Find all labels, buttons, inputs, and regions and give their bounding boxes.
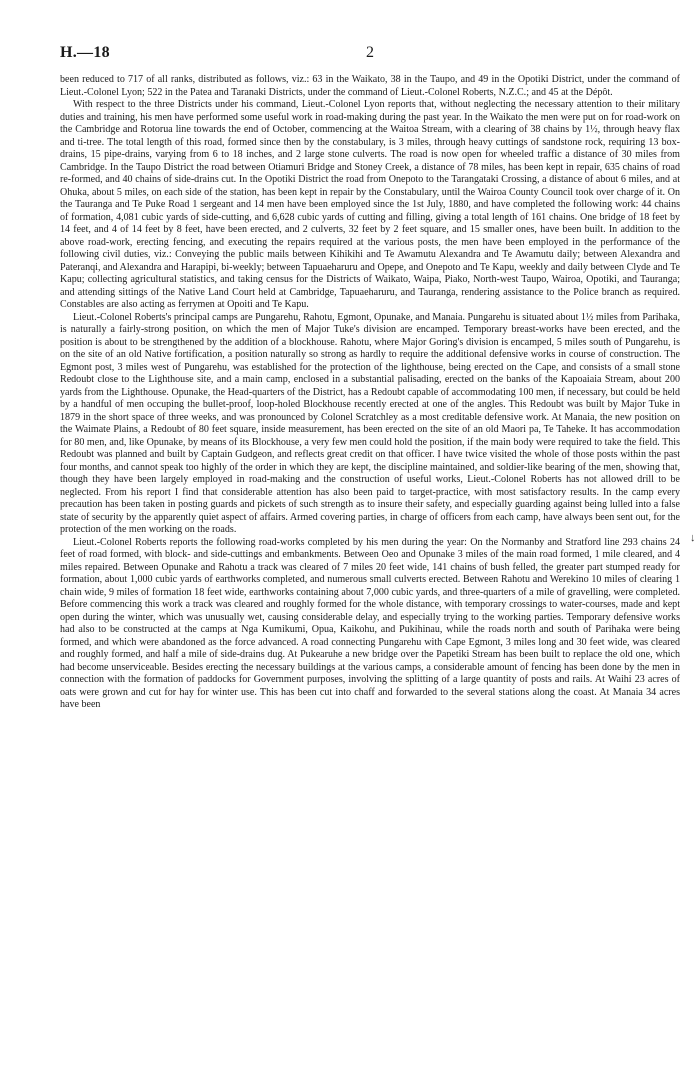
paragraph-continuation: been reduced to 717 of all ranks, distributed as follows, viz.: 63 in the Waikato, 38 in the Taupo, and 49 in the Opotiki District, under the command of Lieut.-Colonel Lyon; 522 in the Patea and Taranaki Districts, under the command of Lieut.-Colonel Roberts, N.Z.C.; and 45 at the Dépôt. <box>60 74 680 98</box>
body-text <box>60 74 680 712</box>
page-header <box>60 44 680 68</box>
margin-mark: ↓ <box>690 532 696 544</box>
paragraph-roberts-roadworks: Lieut.-Colonel Roberts reports the following road-works completed by his men during the year: On the Normanby and Stratford line 293 chains 24 feet of road formed, with block- and side-cuttings and embankments. Between Oeo and Opunake 3 miles of the main road formed, 1 mile cleared, and 4 miles repaired. Between Opunake and Rahotu a track was cleared of 7 miles 20 feet wide, 141 chains of bush felled, the greater part stumped ready for formation, about 1,000 cubic yards of earthworks completed, and numerous small culverts erected. Between Rahotu and Werekino 10 miles of clearing 1 chain wide, 9 miles of formation 18 feet wide, earthworks containing about 7,000 cubic yards, and three-quarters of a mile of gravelling, were completed. Before commencing this work a track was cleared and roughly formed for the whole distance, with temporary crossings to water-courses, made and kept open during the winter, which was unusually wet, causing considerable delay, and especially trying to the working parties. Temporary defensive works had also to be constructed at the camps at Nga Kumikumi, Opua, Kaikohu, and Pukihinau, while the roads north and south of Parihaka were being formed, and which were abandoned as the force advanced. A road connecting Pungarehu with Cape Egmont, 3 miles long and 30 feet wide, was cleared and roughly formed, and half a mile of side-drains dug. At Pukearuhe a new bridge over the Papetiki Stream has been built to replace the old one, which had become unserviceable. Besides erecting the necessary buildings at the various camps, a considerable amount of fencing has been done by the men in connection with the formation of paddocks for Government purposes, involving the splitting of a large quantity of posts and rails. At Waihi 23 acres of oats were grown and cut for hay for winter use. This has been cut into chaff and forwarded to the several stations along the coast. At Manaia 34 acres have been <box>60 536 680 710</box>
paragraph-roberts-camps: Lieut.-Colonel Roberts's principal camps are Pungarehu, Rahotu, Egmont, Opunake, and Manaia. Pungarehu is situated about 1½ miles from Parihaka, is naturally a fairly-strong position, on which the men of Major Tuke's division are encamped. Temporary breast-works have been erected, and the position is about to be strengthened by the addition of a blockhouse. Rahotu, where Major Goring's division is encamped, 5 miles south of Pungarehu, is on the site of an old Native fortification, a position naturally so strong as hardly to require the additional defensive works in course of construction. The Egmont post, 3 miles west of Pungarehu, was established for the protection of the lighthouse, being erected on the Cape, and consists of a small stone Redoubt close to the Lighthouse site, and a main camp, enclosed in a substantial palisading, erected on the banks of the Kapoaiaia Stream, about 200 yards from the Lighthouse. Opunake, the Head-quarters of the District, has a Redoubt capable of accommodating 100 men, if necessary, but could be held by a handful of men occuping the bullet-proof, loop-holed Blockhouse recently erected at one of the angles. This Redoubt was built by Major Tuke in 1879 in the short space of three weeks, and was pronounced by Colonel Scratchley as a most creditable defensive work. At Manaia, the new position on the Waimate Plains, a Redoubt of 80 feet square, inside measurement, has been erected on the site of an old Maori pa, Te Taheke. It has accommodation for 80 men, and, like Opunake, by means of its Blockhouse, a very few men could hold the position, if the main body were required to take the field. This Redoubt was planned and built by Captain Gudgeon, and reflects great credit on that officer. I have twice visited the whole of those posts within the past four months, and cannot speak too highly of the order in which they are kept, the discipline maintained, and soldier-like bearing of the men, showing that, though they have been largely employed in road-making and the construction of useful works, Lieut.-Colonel Roberts has not allowed drill to be neglected. From his report I find that considerable attention has also been paid to target-practice, with most satisfactory results. In the camp every precaution has been taken in posting guards and pickets of such strength as to insure their safety, and especially guarding against being lulled into a false state of security by the apparently quiet aspect of affairs. Armed covering parties, in charge of officers from each camp, have always been sent out, for the protection of the men working on the roads. <box>60 311 680 535</box>
paragraph-lyon-report: With respect to the three Districts under his command, Lieut.-Colonel Lyon reports that, without neglecting the necessary attention to their military duties and training, his men have performed some useful work in road-making during the past year. In the Waikato the men were put on for road-work on the Cambridge and Rotorua line towards the end of October, commencing at the Waitoa Stream, with a clearing of 38 chains by 1½, through heavy flax and ti-tree. The total length of this road, formed since then by the constabulary, is 3 miles, through heavy cuttings of sandstone rock, requiring 13 box-drains, 15 pipe-drains, varying from 6 to 18 inches, and 2 large stone culverts. The road is now open for wheeled traffic a distance of 30 miles from Cambridge. In the Taupo District the road between Otiamuri Bridge and Stoney Creek, a distance of 78 miles, has been kept in repair, 635 chains of road re-formed, and 40 chains of side-drains cut. In the Opotiki District the road from Onepoto to the Tarangataki Crossing, a distance of about 6 miles, and at Ohuka, about 5 miles, on each side of the station, has been kept in repair by the Constabulary, until the Wairoa County Council took over charge of it. On the Tauranga and Te Puke Road 1 sergeant and 14 men have been employed since the 1st July, 1880, and have completed the following work: 44 chains of formation, 4,081 cubic yards of side-cutting, and 6,628 cubic yards of cutting and filling, giving a total length of 161 chains. One bridge of 18 feet by 14 feet, and 4 of 14 feet by 8 feet, have been erected, and 2 culverts, 32 feet by 2 feet square, and 15 smaller ones, have been built. In addition to the above road-work, erecting fencing, and executing the repairs required at the various posts, the men have been employed in the performance of the following civil duties, viz.: Conveying the public mails between Kihikihi and Te Awamutu Alexandra and Te Awamutu daily; between Alexandra and Pateranqi, and Alexandra and Harapipi, bi-weekly; between Tapuaeharuru and Opepe, and Onepoto and Te Kapu, weekly and daily between Clyde and Te Kapu; collecting agricultural statistics, and taking census for the Districts of Waikato, Waipa, Piako, North-west Taupo, Wairoa, Opotiki, and Tauranga; and attending sittings of the Native Land Court held at Cambridge, Tapuaeharuru, and Tauranga, rendering assistance to the Police branch as required. Constables are also acting as ferrymen at Opoiti and Te Kapu. <box>60 99 680 310</box>
document-reference: H.—18 <box>60 44 110 61</box>
page-number: 2 <box>366 44 374 61</box>
